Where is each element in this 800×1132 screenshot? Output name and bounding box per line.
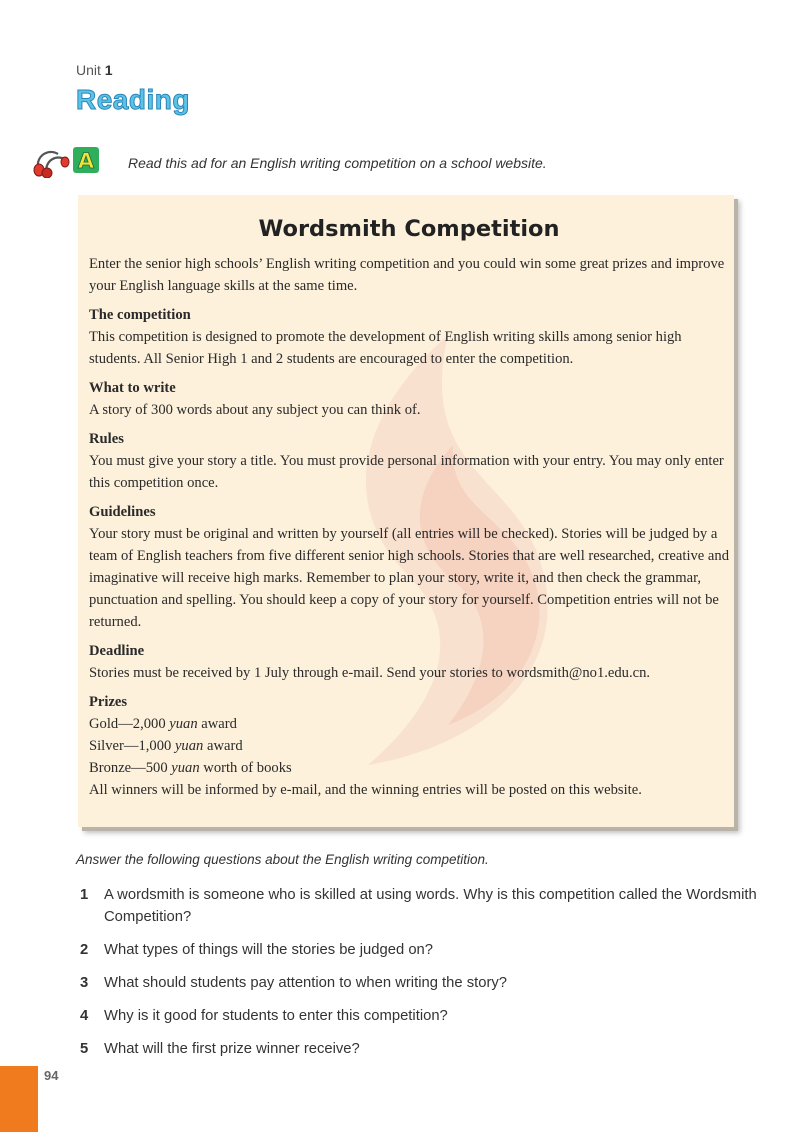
activity-badge-letter: A	[77, 149, 95, 173]
section-body: Stories must be received by 1 July through e-mail. Send your stories to wordsmith@no1.edu.cn.	[89, 665, 651, 681]
question-item	[80, 939, 760, 961]
question-list	[80, 884, 760, 1071]
question-text: Why is it good for students to enter this competition?	[104, 1008, 448, 1024]
section-heading: Deadline	[89, 643, 145, 659]
prize-item: Bronze—500 yuan worth of books	[89, 760, 292, 776]
question-item	[80, 884, 760, 928]
question-number: 3	[80, 975, 89, 991]
question-number: 2	[80, 942, 89, 958]
prizes-note: All winners will be informed by e-mail, and the winning entries will be posted on this website.	[89, 782, 642, 798]
question-item	[80, 1005, 760, 1027]
question-number: 1	[80, 887, 89, 903]
question-text: What will the first prize winner receive?	[104, 1041, 360, 1057]
ad-content	[89, 213, 729, 801]
section-title: Reading	[76, 84, 190, 115]
section-heading: The competition	[89, 307, 191, 323]
ad-title: Wordsmith Competition	[258, 216, 560, 242]
section-body: Your story must be original and written by yourself (all entries will be checked). Stories will be judged by a team of English teachers from five different senior high schools. Stories that are well researched, creative and imaginative will receive high marks. Remember to plan your story, write it, and then check the grammar, punctuation and spelling. You should keep a copy of your story for yourself. Competition entries will not be returned.	[89, 526, 729, 630]
activity-intro: Read this ad for an English writing competition on a school website.	[128, 155, 547, 171]
question-text: A wordsmith is someone who is skilled at using words. Why is this competition called the Wordsmith Competition?	[104, 887, 757, 925]
prize-item: Gold—2,000 yuan award	[89, 716, 237, 732]
page-corner-strip	[0, 1066, 38, 1132]
question-item	[80, 972, 760, 994]
ad-box	[78, 195, 734, 827]
section-heading: Guidelines	[89, 504, 156, 520]
prizes-heading: Prizes	[89, 694, 128, 710]
question-text: What should students pay attention to when writing the story?	[104, 975, 508, 991]
section-heading: What to write	[89, 380, 176, 396]
question-item	[80, 1038, 760, 1060]
questions-instruction: Answer the following questions about the English writing competition.	[76, 852, 489, 867]
headphones-icon	[32, 146, 70, 178]
activity-badge	[72, 146, 100, 174]
ad-intro: Enter the senior high schools’ English writing competition and you could win some great prizes and improve your English language skills at the same time.	[89, 256, 725, 294]
unit-prefix: Unit	[76, 62, 101, 78]
section-body: This competition is designed to promote the development of English writing skills among senior high students. All Senior High 1 and 2 students are encouraged to enter the competition.	[89, 329, 682, 367]
unit-label	[76, 62, 113, 78]
page-number: 94	[44, 1068, 59, 1083]
question-text: What types of things will the stories be judged on?	[104, 942, 434, 958]
section-body: A story of 300 words about any subject you can think of.	[89, 402, 421, 418]
unit-number: 1	[104, 62, 113, 78]
question-number: 4	[80, 1008, 89, 1024]
prize-item: Silver—1,000 yuan award	[89, 738, 243, 754]
section-body: You must give your story a title. You must provide personal information with your entry. You may only enter this competition once.	[89, 453, 724, 491]
section-heading: Rules	[89, 431, 124, 447]
question-number: 5	[80, 1041, 89, 1057]
